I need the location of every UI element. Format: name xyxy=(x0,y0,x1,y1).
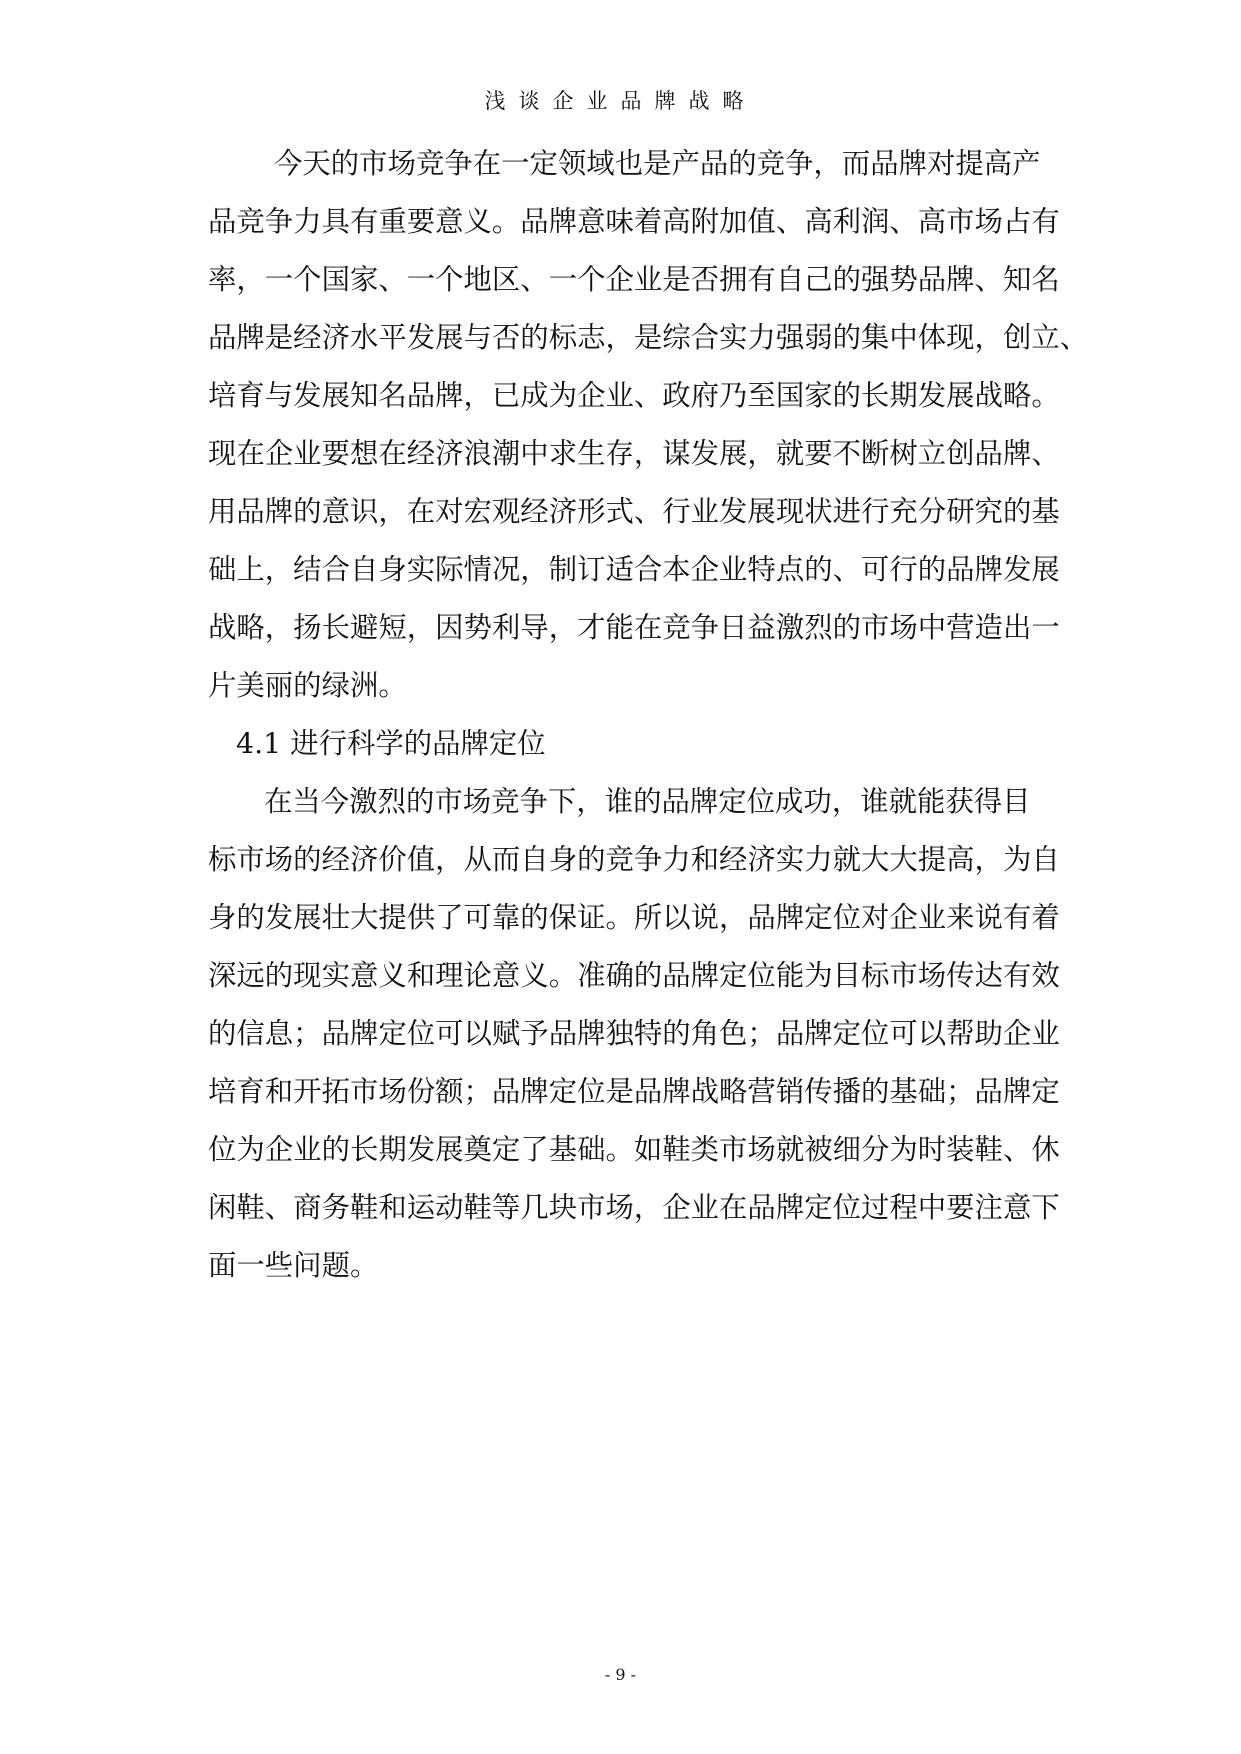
paragraph-2-line: 身的发展壮大提供了可靠的保证。所以说，品牌定位对企业来说有着 xyxy=(208,901,1060,934)
paragraph-1-line: 培育与发展知名品牌，已成为企业、政府乃至国家的长期发展战略。 xyxy=(208,379,1060,412)
paragraph-1-line: 品牌是经济水平发展与否的标志，是综合实力强弱的集中体现，创立、 xyxy=(208,321,1089,354)
paragraph-1-line: 片美丽的绿洲。 xyxy=(208,669,407,702)
paragraph-2-line: 深远的现实意义和理论意义。准确的品牌定位能为目标市场传达有效 xyxy=(208,959,1060,992)
paragraph-2-line: 在当今激烈的市场竞争下，谁的品牌定位成功，谁就能获得目 xyxy=(264,785,1031,818)
paragraph-1-line: 率，一个国家、一个地区、一个企业是否拥有自己的强势品牌、知名 xyxy=(208,263,1060,296)
paragraph-2-line: 面一些问题。 xyxy=(208,1249,379,1282)
paragraph-1-line: 战略，扬长避短，因势利导，才能在竞争日益激烈的市场中营造出一 xyxy=(208,611,1060,644)
paragraph-1-line: 用品牌的意识，在对宏观经济形式、行业发展现状进行充分研究的基 xyxy=(208,495,1060,528)
paragraph-2-line: 位为企业的长期发展奠定了基础。如鞋类市场就被细分为时装鞋、休 xyxy=(208,1133,1060,1166)
paragraph-1-line: 品竞争力具有重要意义。品牌意味着高附加值、高利润、高市场占有 xyxy=(208,205,1060,238)
paragraph-1-line: 今天的市场竞争在一定领域也是产品的竞争，而品牌对提高产 xyxy=(274,147,1041,180)
paragraph-2-line: 培育和开拓市场份额；品牌定位是品牌战略营销传播的基础；品牌定 xyxy=(208,1075,1060,1108)
paragraph-1-line: 础上，结合自身实际情况，制订适合本企业特点的、可行的品牌发展 xyxy=(208,553,1060,586)
paragraph-2-line: 标市场的经济价值，从而自身的竞争力和经济实力就大大提高，为自 xyxy=(208,843,1060,876)
section-heading: 4.1 进行科学的品牌定位 xyxy=(236,727,546,760)
running-header: 浅谈企业品牌战略 xyxy=(484,89,757,113)
paragraph-2-line: 闲鞋、商务鞋和运动鞋等几块市场，企业在品牌定位过程中要注意下 xyxy=(208,1191,1060,1224)
paragraph-2-line: 的信息；品牌定位可以赋予品牌独特的角色；品牌定位可以帮助企业 xyxy=(208,1017,1060,1050)
page-number: - 9 - xyxy=(604,1665,637,1684)
paragraph-1-line: 现在企业要想在经济浪潮中求生存，谋发展，就要不断树立创品牌、 xyxy=(208,437,1060,470)
